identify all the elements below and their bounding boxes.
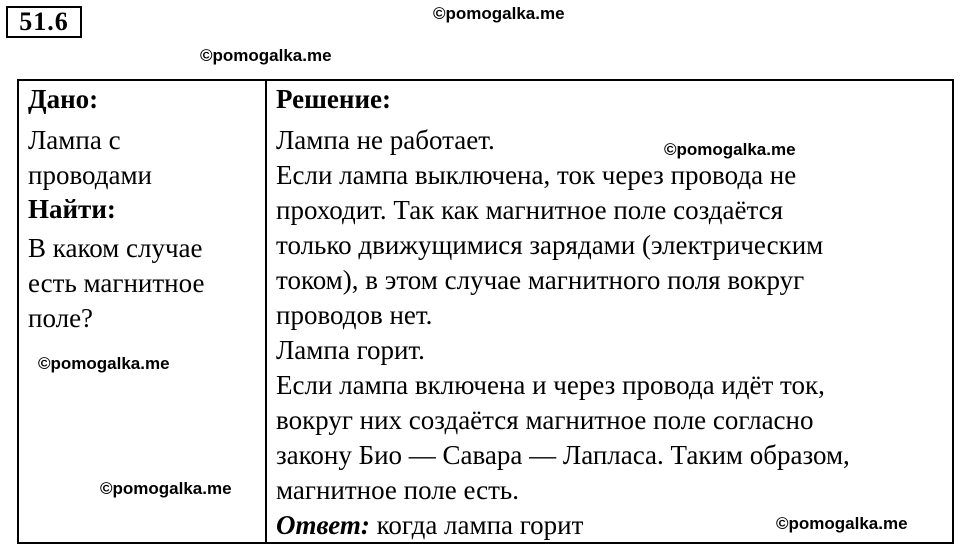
- solution-line: проводов нет.: [276, 300, 433, 330]
- watermark: ©pomogalka.me: [433, 4, 565, 23]
- watermark: ©pomogalka.me: [664, 140, 796, 159]
- solution-line: Если лампа выключена, ток через провода не: [276, 160, 797, 190]
- watermark: ©pomogalka.me: [38, 354, 170, 373]
- given-line: проводами: [28, 160, 152, 190]
- solution-line: проходит. Так как магнитное поле создаётся: [276, 195, 784, 225]
- column-divider: [265, 81, 267, 542]
- solution-line: Лампа горит.: [276, 335, 425, 365]
- watermark: ©pomogalka.me: [100, 479, 232, 498]
- find-line: В каком случае: [28, 233, 203, 263]
- solution-text: [276, 123, 946, 543]
- given-column: [28, 83, 258, 336]
- watermark: ©pomogalka.me: [776, 514, 908, 533]
- find-heading: Найти:: [28, 194, 116, 224]
- find-line: поле?: [28, 303, 94, 333]
- solution-line: током), в этом случае магнитного поля вокруг: [276, 265, 805, 295]
- solution-line: Если лампа включена и через провода идёт ток,: [276, 370, 825, 400]
- find-line: есть магнитное: [28, 268, 205, 298]
- watermark: ©pomogalka.me: [200, 46, 332, 65]
- solution-line: Лампа не работает.: [276, 125, 495, 155]
- problem-number: 51.6: [6, 6, 82, 38]
- solution-line: вокруг них создаётся магнитное поле согласно: [276, 405, 814, 435]
- given-text: [28, 123, 258, 193]
- solution-table: [17, 79, 954, 544]
- given-line: Лампа с: [28, 125, 121, 155]
- solution-line: магнитное поле есть.: [276, 475, 519, 505]
- solution-line: только движущимися зарядами (электрическим: [276, 230, 824, 260]
- answer-text: когда лампа горит: [369, 510, 584, 540]
- solution-line: закону Био — Савара — Лапласа. Таким образом,: [276, 440, 850, 470]
- solution-column: [276, 83, 946, 543]
- given-heading: Дано:: [28, 84, 99, 114]
- answer-label: Ответ:: [276, 510, 370, 540]
- find-text: [28, 231, 258, 336]
- solution-heading: Решение:: [276, 84, 391, 114]
